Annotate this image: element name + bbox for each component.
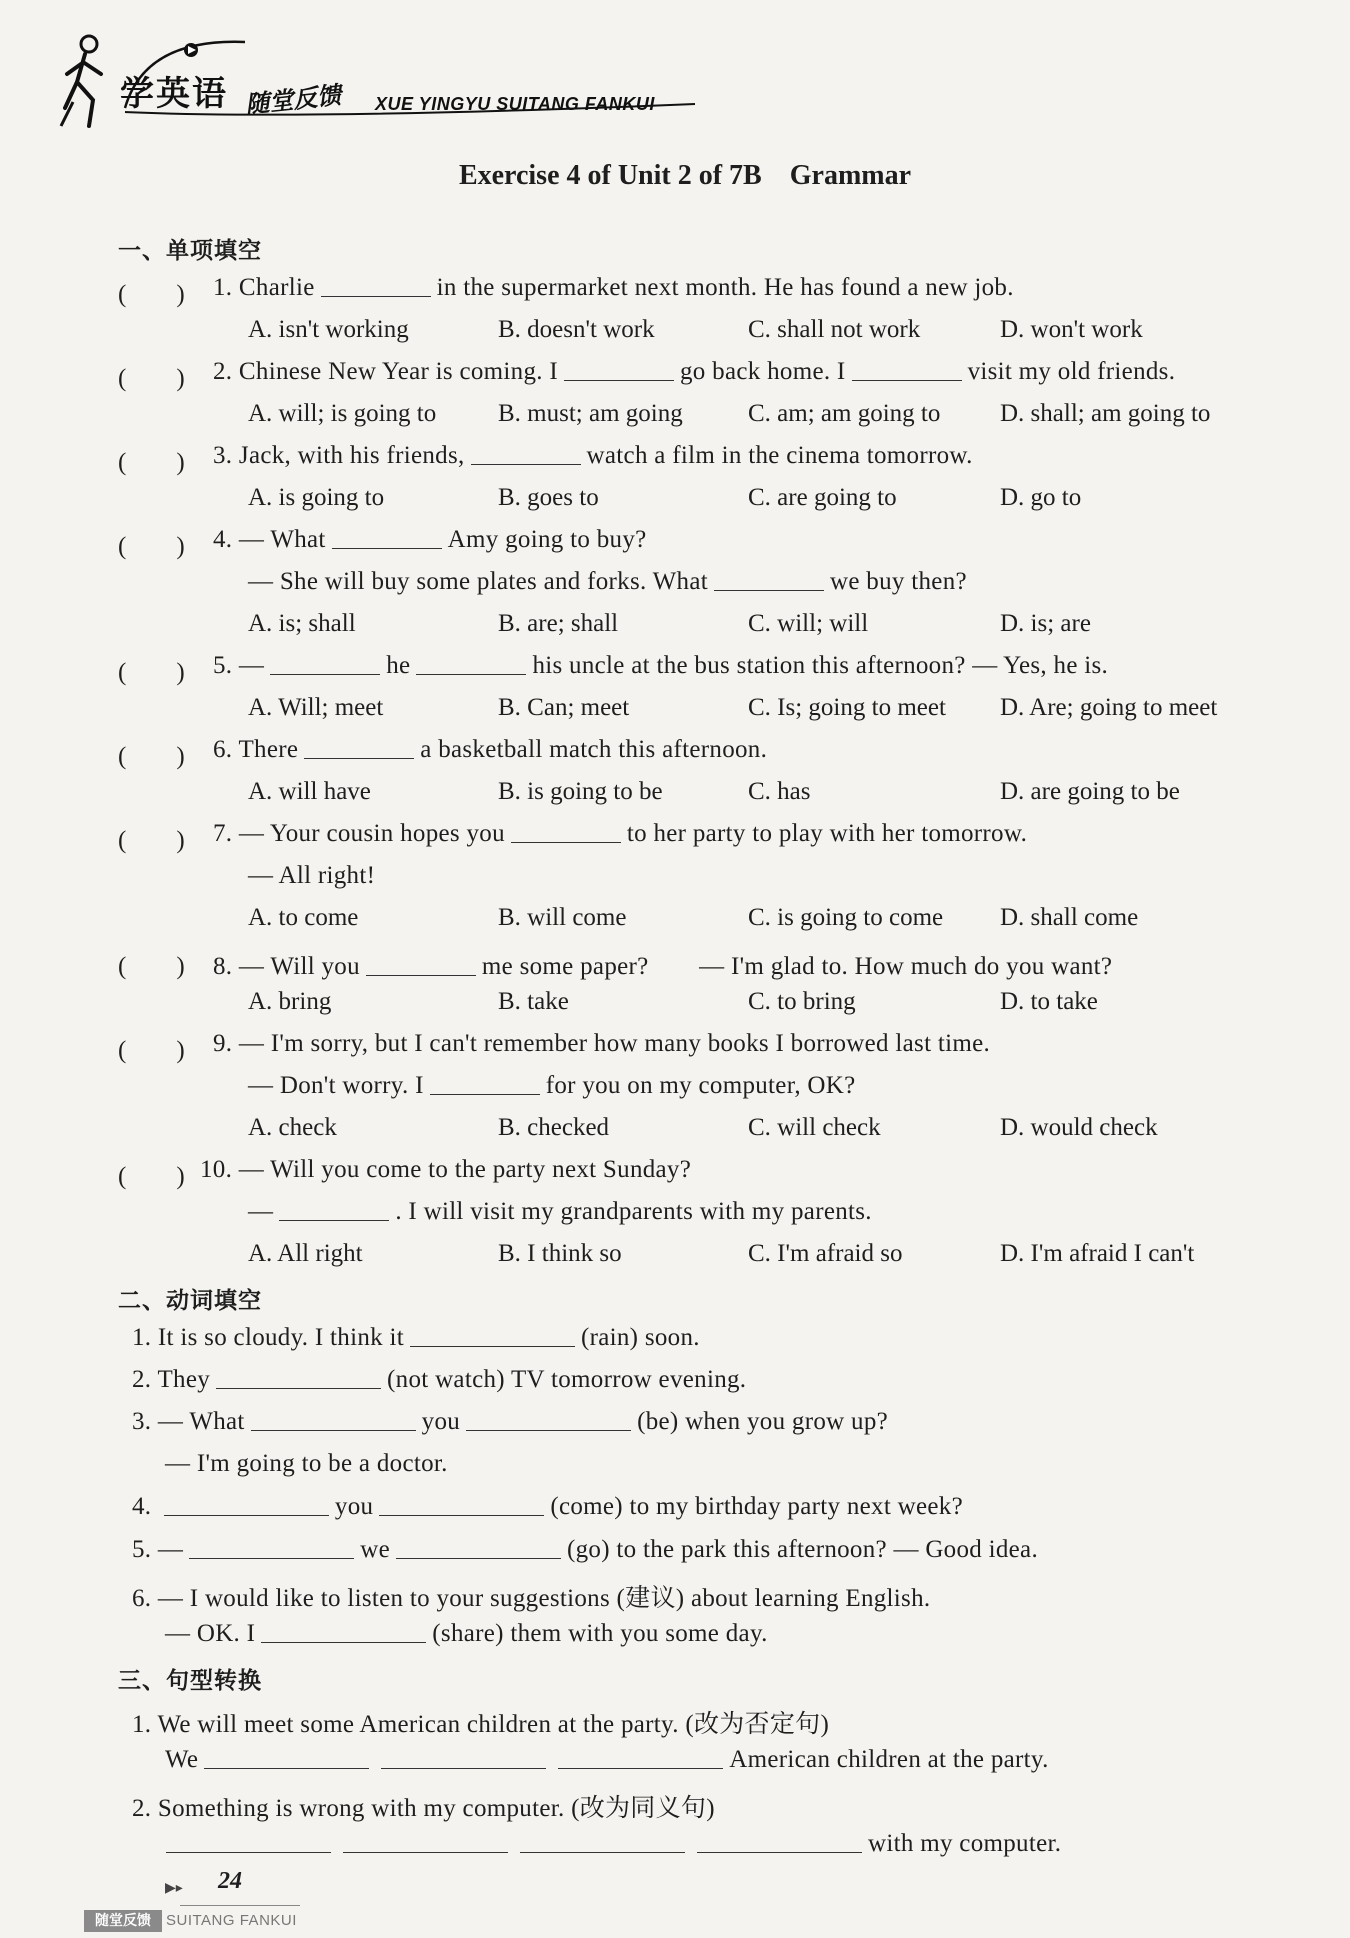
option: C. shall not work bbox=[748, 316, 921, 343]
answer-blank[interactable] bbox=[564, 379, 674, 381]
fill-item: 2. They (not watch) TV tomorrow evening. bbox=[132, 1366, 747, 1393]
answer-bracket[interactable]: ( ) bbox=[118, 743, 185, 770]
transform-answer-line: We American children at the party. bbox=[165, 1746, 1049, 1773]
option: A. is; shall bbox=[248, 610, 356, 637]
option: D. to take bbox=[1000, 988, 1098, 1015]
option: B. Can; meet bbox=[498, 694, 630, 721]
answer-blank[interactable] bbox=[379, 1514, 544, 1516]
option: B. are; shall bbox=[498, 610, 619, 637]
option: D. is; are bbox=[1000, 610, 1091, 637]
answer-blank[interactable] bbox=[366, 974, 476, 976]
question-stem: 6. There a basketball match this afternoon. bbox=[213, 736, 768, 763]
answer-bracket[interactable]: ( ) bbox=[118, 533, 185, 560]
fill-item: 5. — we (go) to the park this afternoon? — Good idea. bbox=[132, 1536, 1039, 1563]
answer-blank[interactable] bbox=[430, 1093, 540, 1095]
option: A. bring bbox=[248, 988, 332, 1015]
answer-blank[interactable] bbox=[343, 1851, 508, 1853]
footer-divider bbox=[180, 1905, 300, 1906]
option: C. will check bbox=[748, 1114, 881, 1141]
answer-blank[interactable] bbox=[304, 757, 414, 759]
option: B. must; am going bbox=[498, 400, 683, 427]
answer-blank[interactable] bbox=[714, 589, 824, 591]
answer-bracket[interactable]: ( ) bbox=[118, 281, 185, 308]
answer-blank[interactable] bbox=[396, 1557, 561, 1559]
option: D. won't work bbox=[1000, 316, 1143, 343]
option: C. is going to come bbox=[748, 904, 944, 931]
answer-bracket[interactable]: ( ) bbox=[118, 827, 185, 854]
transform-item: 2. Something is wrong with my computer. (改为同义句) bbox=[132, 1795, 715, 1822]
answer-blank[interactable] bbox=[416, 673, 526, 675]
option: B. doesn't work bbox=[498, 316, 655, 343]
section-heading: 二、动词填空 bbox=[118, 1288, 262, 1314]
page-number: 24 bbox=[218, 1868, 242, 1894]
question-stem-line2: — Don't worry. I for you on my computer, OK? bbox=[248, 1072, 856, 1099]
option: C. to bring bbox=[748, 988, 856, 1015]
answer-blank[interactable] bbox=[251, 1429, 416, 1431]
page-arrow-icon: ▶▸ bbox=[165, 1880, 183, 1896]
transform-item: 1. We will meet some American children at the party. (改为否定句) bbox=[132, 1711, 830, 1738]
answer-blank[interactable] bbox=[189, 1557, 354, 1559]
option: D. are going to be bbox=[1000, 778, 1180, 805]
fill-item: 6. — I would like to listen to your suggestions (建议) about learning English. bbox=[132, 1585, 931, 1612]
option: B. is going to be bbox=[498, 778, 663, 805]
answer-blank[interactable] bbox=[216, 1387, 381, 1389]
option: C. Is; going to meet bbox=[748, 694, 946, 721]
option: D. go to bbox=[1000, 484, 1082, 511]
brand-subtitle: 随堂反馈 bbox=[244, 81, 343, 119]
answer-blank[interactable] bbox=[204, 1767, 369, 1769]
question-stem: 7. — Your cousin hopes you to her party to play with her tomorrow. bbox=[213, 820, 1028, 847]
option: B. will come bbox=[498, 904, 627, 931]
page-title bbox=[0, 160, 1350, 192]
question-stem: 10. — Will you come to the party next Sunday? bbox=[200, 1156, 692, 1183]
option: B. checked bbox=[498, 1114, 610, 1141]
answer-blank[interactable] bbox=[852, 379, 962, 381]
question-stem-line2: — . I will visit my grandparents with my parents. bbox=[248, 1198, 872, 1225]
question-stem: 5. — he his uncle at the bus station this afternoon? — Yes, he is. bbox=[213, 652, 1109, 679]
question-stem: 8. — Will you me some paper? — I'm glad to. How much do you want? bbox=[213, 953, 1113, 980]
option: A. Will; meet bbox=[248, 694, 384, 721]
footer-text: SUITANG FANKUI bbox=[166, 1912, 297, 1929]
option: B. take bbox=[498, 988, 569, 1015]
answer-bracket[interactable]: ( ) bbox=[118, 449, 185, 476]
question-stem-line2: — All right! bbox=[248, 862, 376, 889]
transform-answer-line: with my computer. bbox=[160, 1830, 1061, 1858]
option: D. Are; going to meet bbox=[1000, 694, 1218, 721]
answer-blank[interactable] bbox=[697, 1851, 862, 1853]
answer-blank[interactable] bbox=[520, 1851, 685, 1853]
fill-item: 4. you (come) to my birthday party next week? bbox=[132, 1493, 963, 1520]
section-heading: 三、句型转换 bbox=[118, 1668, 262, 1694]
fill-item-line2: — OK. I (share) them with you some day. bbox=[165, 1620, 768, 1647]
fill-item: 1. It is so cloudy. I think it (rain) soon. bbox=[132, 1324, 700, 1351]
question-stem: 9. — I'm sorry, but I can't remember how many books I borrowed last time. bbox=[213, 1030, 991, 1057]
answer-blank[interactable] bbox=[410, 1345, 575, 1347]
option: A. All right bbox=[248, 1240, 363, 1267]
option: A. to come bbox=[248, 904, 359, 931]
title-topic: Grammar bbox=[789, 160, 912, 191]
option: A. will have bbox=[248, 778, 371, 805]
answer-blank[interactable] bbox=[279, 1219, 389, 1221]
answer-blank[interactable] bbox=[558, 1767, 723, 1769]
option: A. isn't working bbox=[248, 316, 409, 343]
brand-title: 学英语 bbox=[120, 74, 228, 114]
option: C. am; am going to bbox=[748, 400, 941, 427]
option: A. check bbox=[248, 1114, 337, 1141]
option: B. goes to bbox=[498, 484, 599, 511]
footer-badge: 随堂反馈 bbox=[84, 1910, 162, 1932]
section-heading: 一、单项填空 bbox=[118, 238, 262, 264]
answer-blank[interactable] bbox=[164, 1514, 329, 1516]
answer-blank[interactable] bbox=[270, 673, 380, 675]
title-main: Exercise 4 of Unit 2 of 7B bbox=[458, 160, 762, 191]
question-stem: 3. Jack, with his friends, watch a film in the cinema tomorrow. bbox=[213, 442, 973, 469]
fill-item-line2: — I'm going to be a doctor. bbox=[165, 1450, 448, 1477]
answer-bracket[interactable]: ( ) bbox=[118, 1037, 185, 1064]
answer-blank[interactable] bbox=[261, 1641, 426, 1643]
answer-blank[interactable] bbox=[332, 547, 442, 549]
option: A. is going to bbox=[248, 484, 385, 511]
question-stem-line2: — She will buy some plates and forks. What we buy then? bbox=[248, 568, 967, 595]
option: C. I'm afraid so bbox=[748, 1240, 903, 1267]
answer-blank[interactable] bbox=[466, 1429, 631, 1431]
answer-bracket[interactable]: ( ) bbox=[118, 953, 185, 980]
answer-blank[interactable] bbox=[166, 1851, 331, 1853]
question-stem: 4. — What Amy going to buy? bbox=[213, 526, 647, 553]
answer-blank[interactable] bbox=[381, 1767, 546, 1769]
answer-bracket[interactable]: ( ) bbox=[118, 659, 185, 686]
option: C. are going to bbox=[748, 484, 897, 511]
option: B. I think so bbox=[498, 1240, 622, 1267]
question-stem: 2. Chinese New Year is coming. I go back home. I visit my old friends. bbox=[213, 358, 1176, 385]
option: D. I'm afraid I can't bbox=[1000, 1240, 1195, 1267]
option: A. will; is going to bbox=[248, 400, 437, 427]
answer-blank[interactable] bbox=[471, 463, 581, 465]
question-stem: 1. Charlie in the supermarket next month. He has found a new job. bbox=[213, 274, 1014, 301]
option: C. has bbox=[748, 778, 811, 805]
answer-blank[interactable] bbox=[511, 841, 621, 843]
answer-bracket[interactable]: ( ) bbox=[118, 365, 185, 392]
option: D. would check bbox=[1000, 1114, 1158, 1141]
option: C. will; will bbox=[748, 610, 869, 637]
option: D. shall; am going to bbox=[1000, 400, 1211, 427]
fill-item: 3. — What you (be) when you grow up? bbox=[132, 1408, 889, 1435]
answer-blank[interactable] bbox=[321, 295, 431, 297]
header-logo bbox=[55, 20, 695, 130]
brand-pinyin: XUE YINGYU SUITANG FANKUI bbox=[375, 94, 655, 114]
answer-bracket[interactable]: ( ) bbox=[118, 1163, 185, 1190]
option: D. shall come bbox=[1000, 904, 1139, 931]
